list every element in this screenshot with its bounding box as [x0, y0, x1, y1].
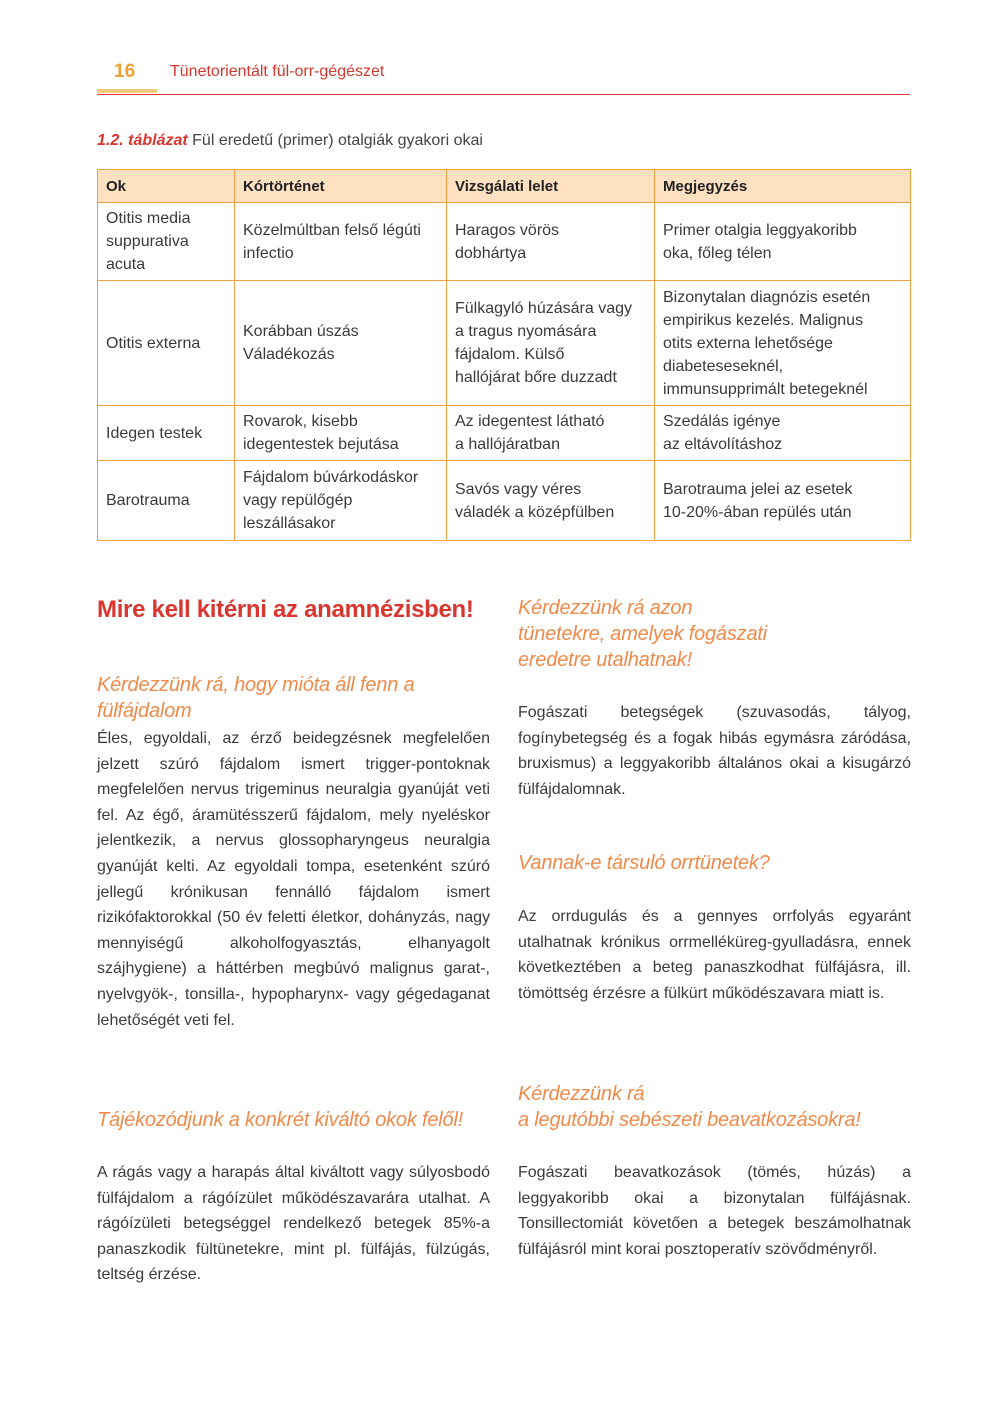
page-number: 16 — [114, 61, 136, 82]
table-row — [98, 203, 911, 281]
otalgia-table — [97, 169, 911, 541]
table-cell: Az idegentest látható a hallójáratban — [447, 406, 655, 461]
section-paragraph: Az orrdugulás és a gennyes orrfolyás egyaránt utalhatnak krónikus orrmelléküreg-gyulladásra, ennek következtében a beteg panaszkodhat fülfájásra, ill. tömöttség érzésre a fülkürt működészavara miatt is. — [518, 908, 911, 1002]
table-cell: Közelmúltban felső légúti infectio — [235, 203, 447, 281]
table-cell: Haragos vörös dobhártya — [447, 203, 655, 281]
table-cell: Barotrauma — [98, 461, 235, 541]
section-paragraph: Fogászati betegségek (szuvasodás, tályog, fogínybetegség és a fogak hibás egymásra záródása, bruxismus) a leggyakoribb általános okai a kisugárzó fülfájdalomnak. — [518, 704, 911, 798]
table-cell: Rovarok, kisebb idegentestek bejutása — [235, 406, 447, 461]
column-header-ok: Ok — [98, 170, 235, 203]
table-cell: Szedálás igénye az eltávolításhoz — [655, 406, 911, 461]
table-cell: Fájdalom búvárkodáskor vagy repülőgép leszállásakor — [235, 461, 447, 541]
section-heading: Kérdezzünk rá a legutóbbi sebészeti beavatkozásokra! — [518, 1083, 861, 1131]
section-heading: Tájékozódjunk a konkrét kiváltó okok felől! — [97, 1109, 464, 1131]
table-cell: Savós vagy véres váladék a középfülben — [447, 461, 655, 541]
table-row — [98, 461, 911, 541]
table-row — [98, 281, 911, 406]
running-title: Tünetorientált fül-orr-gégészet — [170, 63, 385, 80]
table-cell: Idegen testek — [98, 406, 235, 461]
table-cell: Bizonytalan diagnózis esetén empirikus kezelés. Malignus otits externa lehetősége diabeteseseknél, immunsupprimált betegeknél — [655, 281, 911, 406]
table-row — [98, 406, 911, 461]
main-heading: Mire kell kitérni az anamnézisben! — [97, 596, 474, 623]
page-number-underline — [97, 89, 157, 93]
section-paragraph: Fogászati beavatkozások (tömés, húzás) a leggyakoribb okai a bizonytalan fülfájásnak. Tonsillectomiát követően a betegek beszámolhatnak fülfájásról mint korai posztoperatív szövődményről. — [518, 1164, 911, 1258]
table-header-row — [98, 170, 911, 203]
table-cell: Barotrauma jelei az esetek 10-20%-ában repülés után — [655, 461, 911, 541]
header-rule — [97, 94, 910, 95]
table-cell: Korábban úszás Váladékozás — [235, 281, 447, 406]
table-caption-text: Fül eredetű (primer) otalgiák gyakori okai — [187, 132, 483, 149]
table-cell: Otitis externa — [98, 281, 235, 406]
section-heading: Kérdezzünk rá, hogy mióta áll fenn a fülfájdalom — [97, 674, 415, 722]
table-cell: Fülkagyló húzására vagy a tragus nyomására fájdalom. Külső hallójárat bőre duzzadt — [447, 281, 655, 406]
table-caption-number: 1.2. táblázat — [97, 132, 188, 149]
section-heading: Kérdezzünk rá azon tünetekre, amelyek fogászati eredetre utalhatnak! — [518, 597, 767, 671]
section-paragraph: Éles, egyoldali, az érző beidegzésnek megfelelően jelzett szúró fájdalom ismert trigger-pontoknak megfelelően nervus trigeminus neuralgia gyanúját veti fel. Az égő, áramütésszerű fájdalom, mely nyeléskor jelentkezik, a nervus glossopharyngeus neuralgia gyanúját kelti. Az egyoldali tompa, esetenként szúró jellegű krónikusan fennálló fájdalom ismert rizikófaktorokkal (50 év feletti életkor, dohányzás, nagy mennyiségű alkoholfogyasztás, elhanyagolt szájhygiene) a háttérben megbúvó malignus garat-, nyelvgyök-, tonsilla-, hypopharynx- vagy gégedaganat lehetőségét veti fel. — [97, 730, 490, 1029]
column-header-vizsgalati-lelet: Vizsgálati lelet — [447, 170, 655, 203]
column-header-kortortenet: Kórtörténet — [235, 170, 447, 203]
section-heading: Vannak-e társuló orrtünetek? — [518, 852, 770, 874]
table-cell: Primer otalgia leggyakoribb oka, főleg télen — [655, 203, 911, 281]
table-caption — [97, 132, 483, 150]
table-cell: Otitis media suppurativa acuta — [98, 203, 235, 281]
section-paragraph: A rágás vagy a harapás által kiváltott vagy súlyosbodó fülfájdalom a rágóízület működészavarára utalhat. A rágóízületi betegséggel rendelkező betegek 85%-a panaszkodik fültünetekre, mint pl. fülfájás, fülzúgás, teltség érzése. — [97, 1164, 490, 1284]
column-header-megjegyzes: Megjegyzés — [655, 170, 911, 203]
